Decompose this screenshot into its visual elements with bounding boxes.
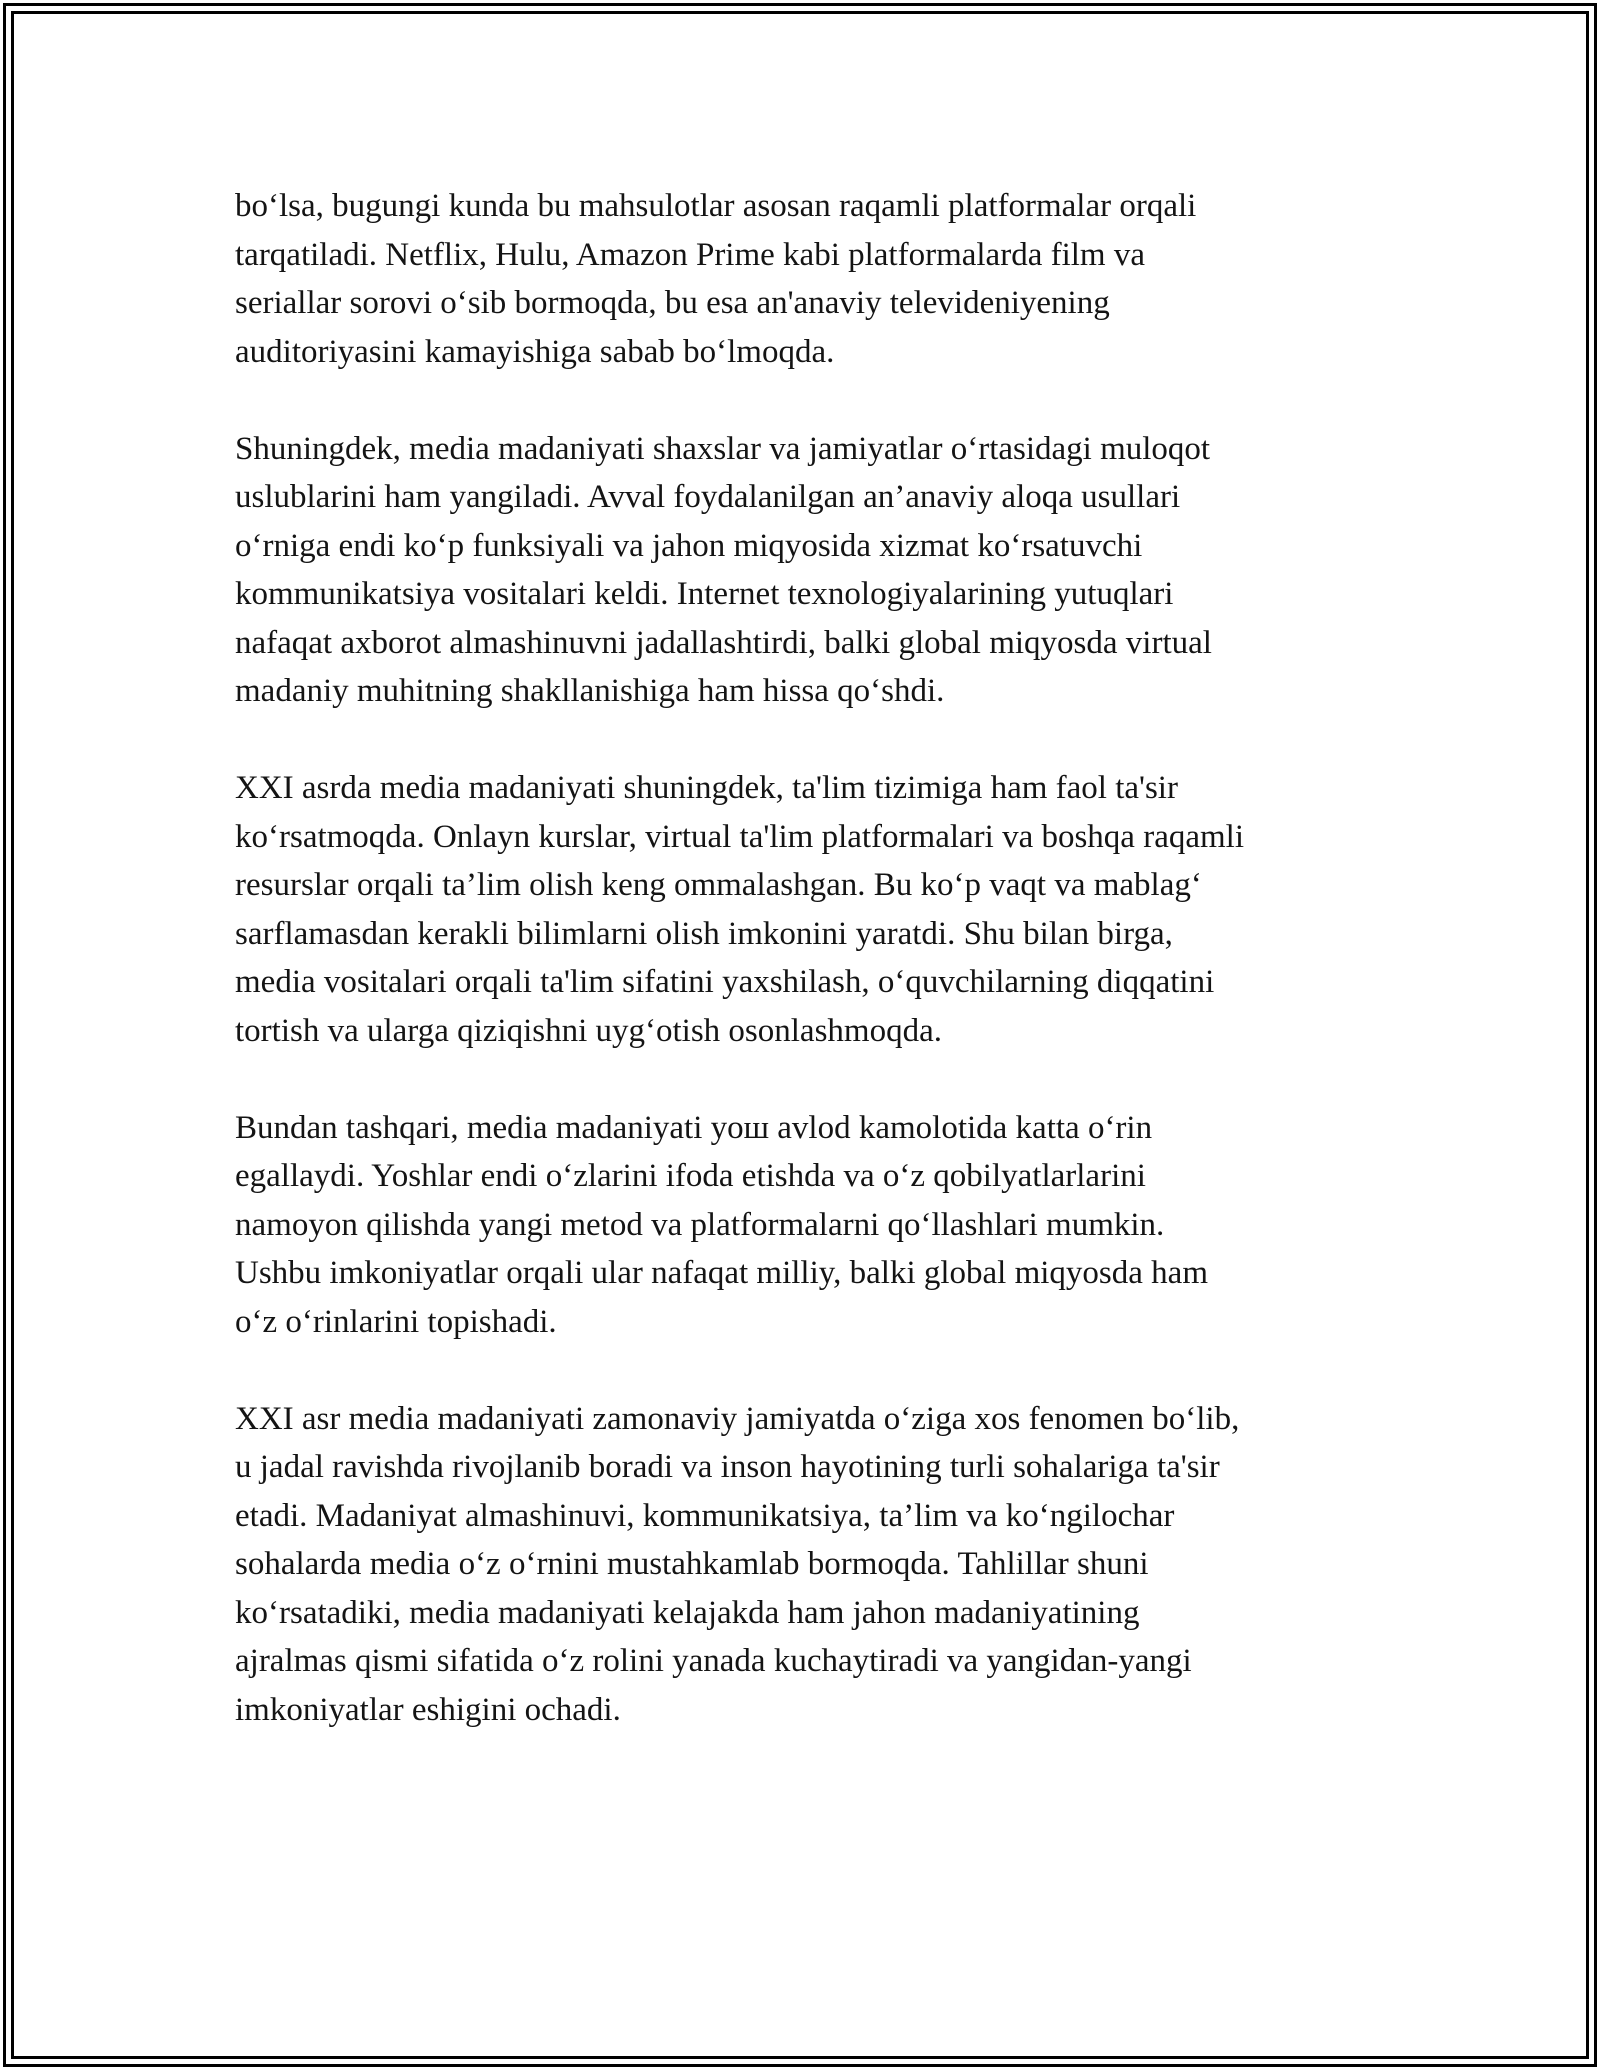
text-line: ko‘rsatmoqda. Onlayn kurslar, virtual ta'lim platformalari va boshqa raqamli <box>235 818 1244 855</box>
text-line: resurslar orqali ta’lim olish keng ommalashgan. Bu ko‘p vaqt va mablag‘ <box>235 867 1202 903</box>
paragraph-2 <box>235 425 1365 716</box>
text-line: auditoriyasini kamayishiga sabab bo‘lmoqda. <box>235 333 835 370</box>
text-line: Shuningdek, media madaniyati shaxslar va jamiyatlar o‘rtasidagi muloqot <box>235 430 1211 467</box>
text-line: kommunikatsiya vositalari keldi. Internet texnologiyalarining yutuqlari <box>235 576 1174 612</box>
paragraph-3 <box>235 764 1365 1055</box>
document-body <box>235 182 1365 1783</box>
text-line: bo‘lsa, bugungi kunda bu mahsulotlar asosan raqamli platformalar orqali <box>235 188 1197 224</box>
text-line: madaniy muhitning shakllanishiga ham hissa qo‘shdi. <box>235 673 945 709</box>
text-line: ko‘rsatadiki, media madaniyati kelajakda ham jahon madaniyatining <box>235 1594 1140 1631</box>
text-line: o‘rniga endi ko‘p funksiyali va jahon miqyosida xizmat ko‘rsatuvchi <box>235 527 1143 564</box>
text-line: imkoniyatlar eshigini ochadi. <box>235 1691 621 1728</box>
text-line: tarqatiladi. Netflix, Hulu, Amazon Prime kabi platformalarda film va <box>235 236 1145 273</box>
paragraph-1 <box>235 182 1365 376</box>
text-line: ajralmas qismi sifatida o‘z rolini yanada kuchaytiradi va yangidan-yangi <box>235 1643 1192 1679</box>
text-line: Ushbu imkoniyatlar orqali ular nafaqat milliy, balki global miqyosda ham <box>235 1255 1208 1291</box>
text-line: namoyon qilishda yangi metod va platformalarni qo‘llashlari mumkin. <box>235 1206 1165 1243</box>
text-line: XXI asrda media madaniyati shuningdek, ta'lim tizimiga ham faol ta'sir <box>235 770 1178 806</box>
text-line: etadi. Madaniyat almashinuvi, kommunikatsiya, ta’lim va ko‘ngilochar <box>235 1497 1175 1534</box>
text-line: tortish va ularga qiziqishni uyg‘otish osonlashmoqda. <box>235 1012 942 1049</box>
text-line: o‘z o‘rinlarini topishadi. <box>235 1303 557 1340</box>
paragraph-4 <box>235 1104 1365 1347</box>
text-line: sarflamasdan kerakli bilimlarni olish imkonini yaratdi. Shu bilan birga, <box>235 915 1173 952</box>
text-line: seriallar sorovi o‘sib bormoqda, bu esa an'anaviy televideniyening <box>235 285 1110 321</box>
text-line: u jadal ravishda rivojlanib boradi va inson hayotining turli sohalariga ta'sir <box>235 1449 1220 1485</box>
text-line: uslublarini ham yangiladi. Avval foydalanilgan an’anaviy aloqa usullari <box>235 479 1181 515</box>
text-line: egallaydi. Yoshlar endi o‘zlarini ifoda etishda va o‘z qobilyatlarlarini <box>235 1158 1146 1194</box>
text-line: sohalarda media o‘z o‘rnini mustahkamlab bormoqda. Tahlillar shuni <box>235 1546 1149 1582</box>
text-line: Bundan tashqari, media madaniyati yoш avlod kamolotida katta o‘rin <box>235 1109 1153 1146</box>
text-line: nafaqat axborot almashinuvni jadallashtirdi, balki global miqyosda virtual <box>235 624 1212 661</box>
text-line: media vositalari orqali ta'lim sifatini yaxshilash, o‘quvchilarning diqqatini <box>235 964 1215 1000</box>
text-line: XXI asr media madaniyati zamonaviy jamiyatda o‘ziga xos fenomen bo‘lib, <box>235 1400 1240 1437</box>
paragraph-5 <box>235 1395 1365 1735</box>
